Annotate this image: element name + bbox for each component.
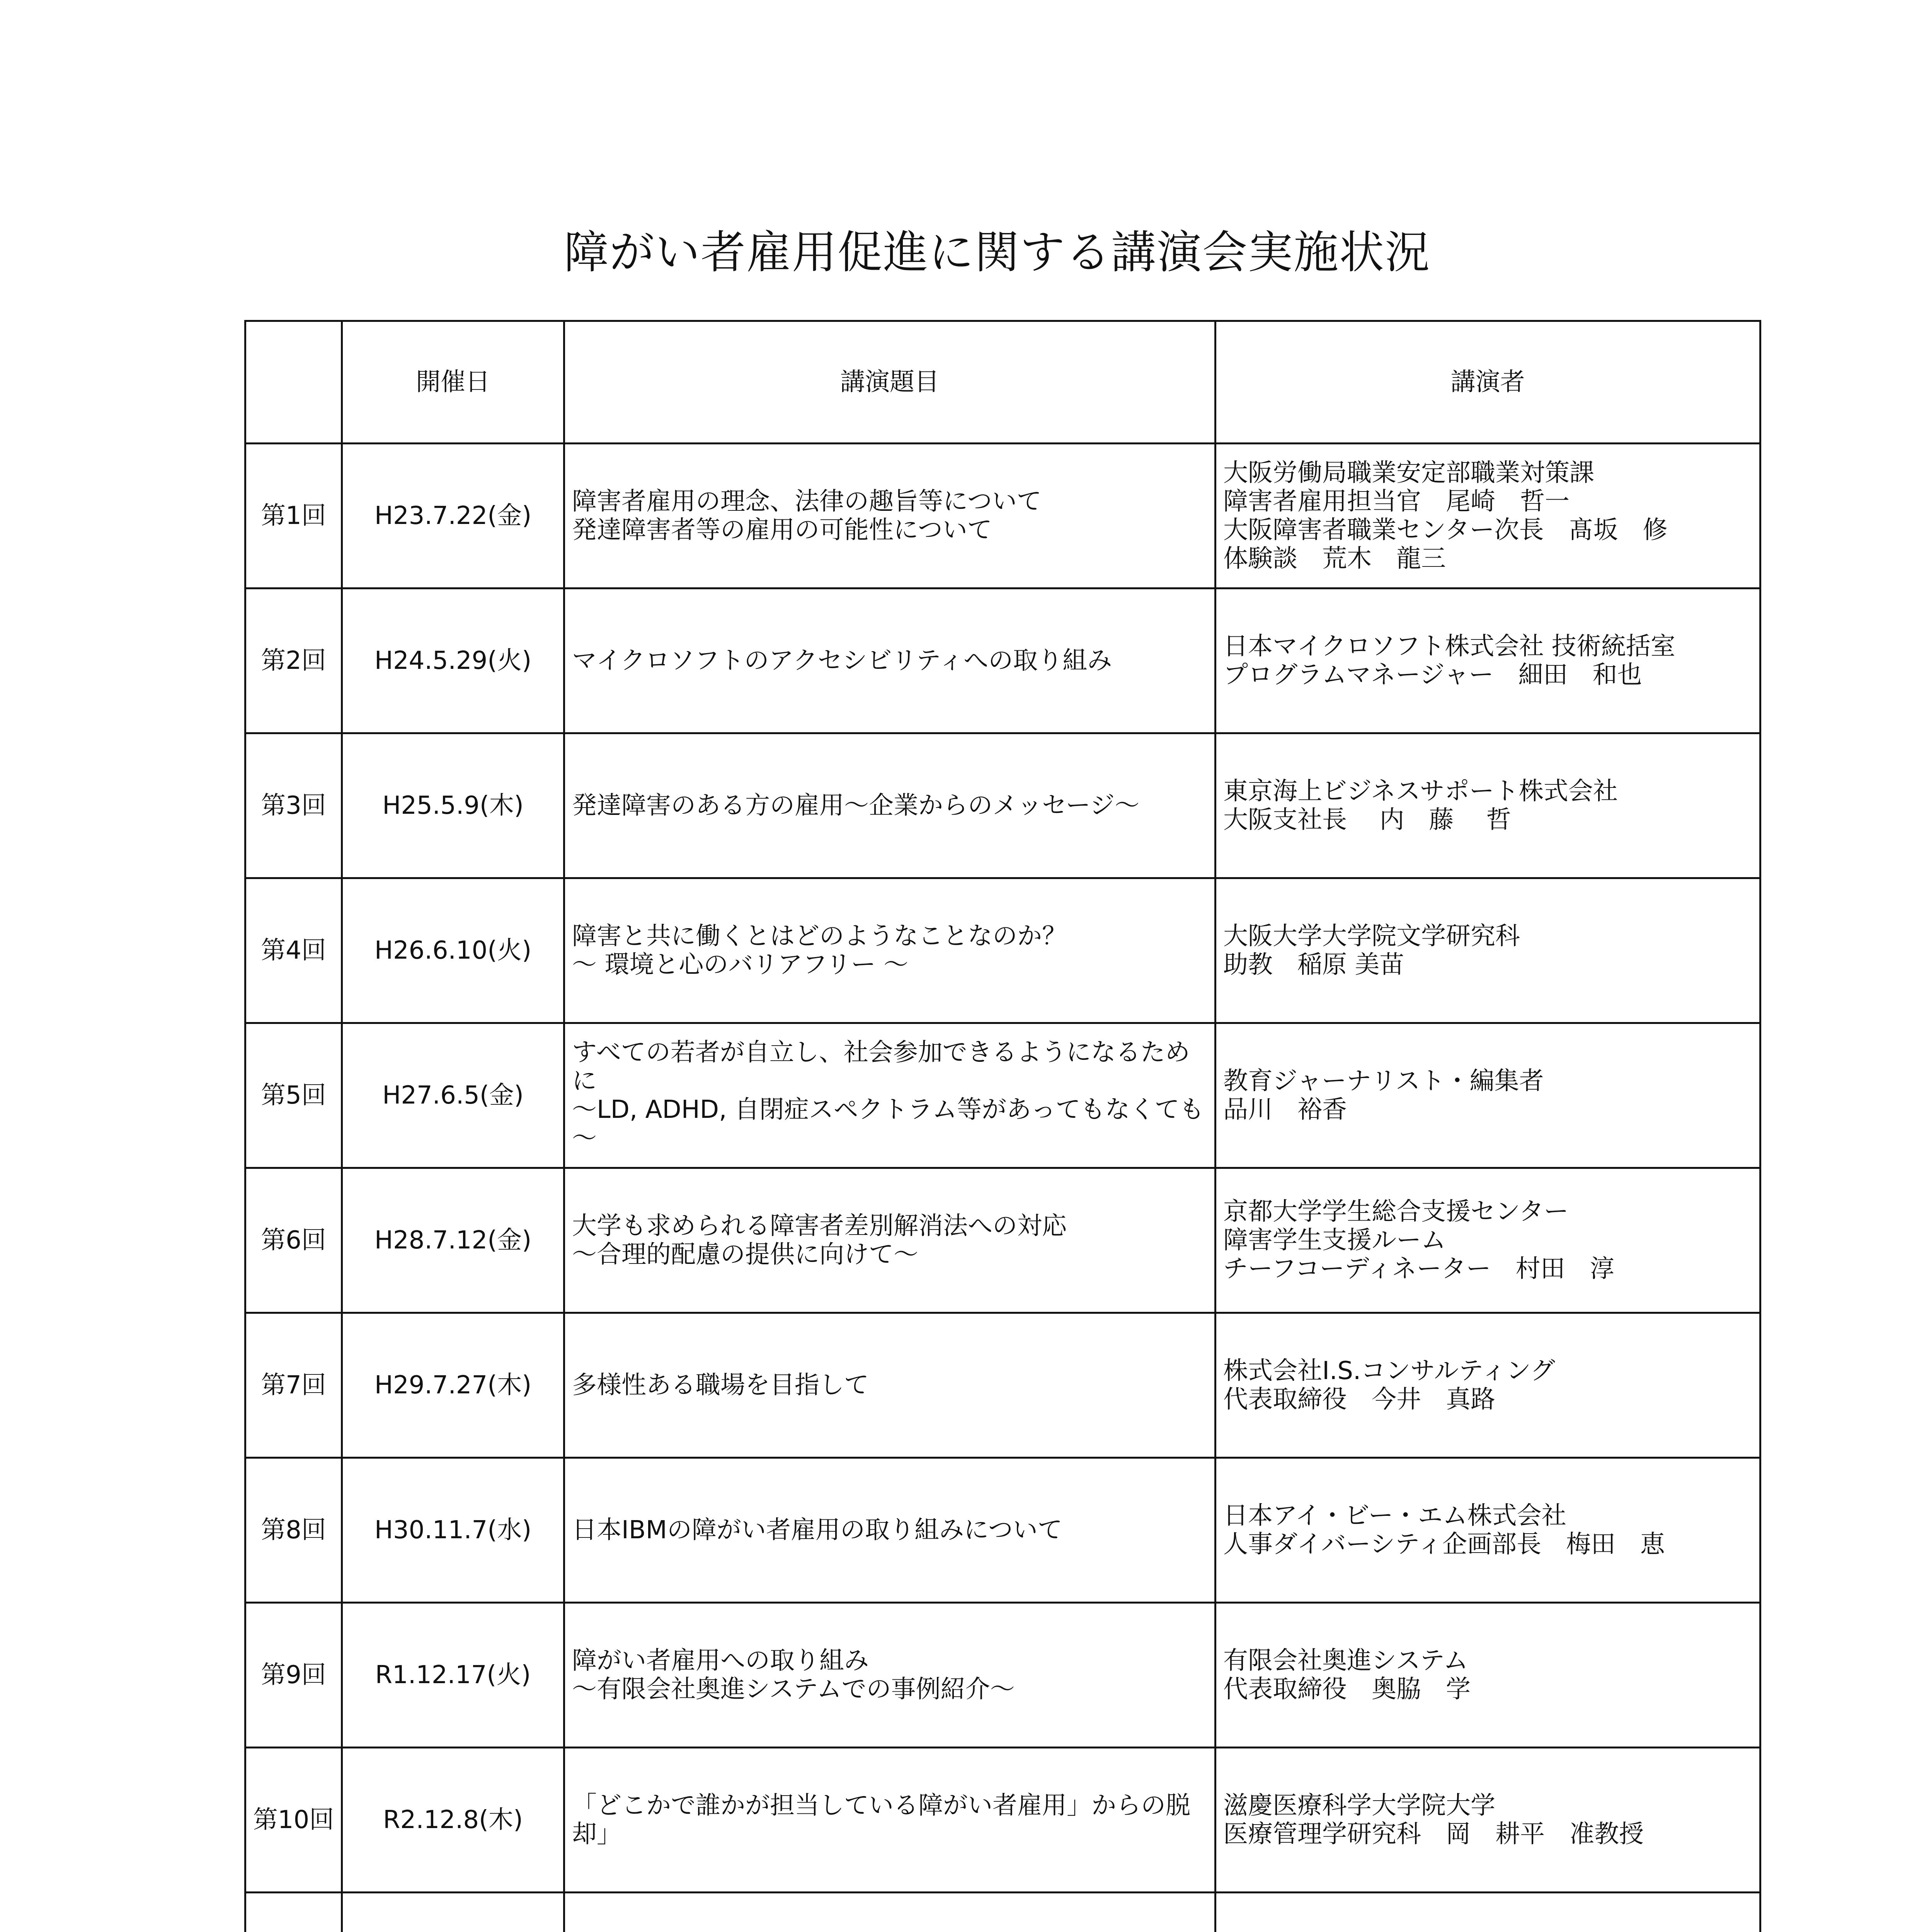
- session-speaker: [1216, 588, 1760, 733]
- session-date: H26.6.10(火): [342, 878, 564, 1023]
- table-row: [245, 1313, 1760, 1458]
- speaker-line: 代表取締役 今井 真路: [1223, 1385, 1495, 1414]
- speaker-line: 京都大学学生総合支援センター: [1223, 1197, 1569, 1226]
- topic-line: ～合理的配慮の提供に向けて～: [572, 1240, 918, 1269]
- session-number: 第3回: [245, 733, 342, 878]
- table-row: [245, 1023, 1760, 1168]
- session-speaker: [1216, 444, 1760, 588]
- session-speaker: [1216, 1748, 1760, 1893]
- session-topic: [564, 1313, 1216, 1458]
- speaker-line: 品川 裕香: [1223, 1095, 1347, 1124]
- session-topic: [564, 1168, 1216, 1313]
- speaker-line: 体験談 荒木 龍三: [1223, 544, 1446, 573]
- session-speaker: [1216, 878, 1760, 1023]
- speaker-line: 代表取締役 奥脇 学: [1223, 1675, 1471, 1704]
- session-topic: [564, 733, 1216, 878]
- topic-line: 多様性ある職場を目指して: [572, 1371, 869, 1400]
- topic-line: 「どこかで誰かが担当している障がい者雇用」からの脱却」: [572, 1791, 1190, 1849]
- speaker-line: チーフコーディネーター 村田 淳: [1223, 1255, 1615, 1284]
- session-topic: [564, 1458, 1216, 1603]
- table-header-row: [245, 321, 1760, 444]
- topic-line: ～LD, ADHD, 自閉症スペクトラム等があってもなくても～: [572, 1095, 1204, 1153]
- table-row: [245, 588, 1760, 733]
- speaker-line: 助教 稲原 美苗: [1223, 951, 1405, 979]
- topic-line: 大学も求められる障害者差別解消法への対応: [572, 1211, 1067, 1240]
- table-row: [245, 1603, 1760, 1748]
- session-date: H30.11.7(水): [342, 1458, 564, 1603]
- speaker-line: プログラムマネージャー 細田 和也: [1223, 661, 1642, 689]
- session-date: H27.6.5(金): [342, 1023, 564, 1168]
- topic-line: 日本IBMの障がい者雇用の取り組みについて: [572, 1515, 1062, 1544]
- session-number: 第10回: [245, 1748, 342, 1893]
- topic-line: ～ 環境と心のバリアフリー ～: [572, 951, 909, 979]
- session-topic: [564, 588, 1216, 733]
- session-date: H23.7.22(金): [342, 444, 564, 588]
- session-topic: [564, 1603, 1216, 1748]
- session-number: 第8回: [245, 1458, 342, 1603]
- session-topic: [564, 1893, 1216, 1932]
- speaker-line: 日本マイクロソフト株式会社 技術統括室: [1223, 632, 1675, 661]
- session-speaker: [1216, 733, 1760, 878]
- session-speaker: [1216, 1603, 1760, 1748]
- speaker-line: 日本アイ・ビー・エム株式会社: [1223, 1501, 1566, 1530]
- session-date: R1.12.17(火): [342, 1603, 564, 1748]
- session-number: 第9回: [245, 1603, 342, 1748]
- session-number: [245, 1893, 342, 1932]
- session-topic: [564, 1748, 1216, 1893]
- session-number: 第4回: [245, 878, 342, 1023]
- session-date: H24.5.29(火): [342, 588, 564, 733]
- table-row: [245, 1458, 1760, 1603]
- session-number: 第6回: [245, 1168, 342, 1313]
- topic-line: すべての若者が自立し、社会参加できるようになるために: [572, 1038, 1190, 1095]
- topic-line: ～有限会社奥進システムでの事例紹介～: [572, 1675, 1015, 1704]
- header-date: 開催日: [342, 321, 564, 444]
- speaker-line: 東京海上ビジネスサポート株式会社: [1223, 777, 1618, 806]
- session-speaker: [1216, 1023, 1760, 1168]
- header-speaker: 講演者: [1216, 321, 1760, 444]
- session-date: R2.12.8(木): [342, 1748, 564, 1893]
- speaker-line: 滋慶医療科学大学院大学: [1223, 1791, 1495, 1820]
- session-date: H25.5.9(木): [342, 733, 564, 878]
- speaker-line: 有限会社奥進システム: [1223, 1646, 1468, 1675]
- header-topic: 講演題目: [564, 321, 1216, 444]
- speaker-line: 人事ダイバーシティ企画部長 梅田 恵: [1223, 1530, 1665, 1559]
- speaker-line: 大阪大学大学院文学研究科: [1223, 922, 1520, 951]
- speaker-line: 障害者雇用担当官 尾崎 哲一: [1223, 487, 1570, 516]
- session-topic: [564, 1023, 1216, 1168]
- header-number: [245, 321, 342, 444]
- topic-line: 発達障害のある方の雇用～企業からのメッセージ～: [572, 791, 1140, 820]
- session-number: 第7回: [245, 1313, 342, 1458]
- session-topic: [564, 878, 1216, 1023]
- session-speaker: [1216, 1893, 1760, 1932]
- speaker-line: 大阪支社長 内 藤 哲: [1223, 806, 1511, 834]
- session-date: [342, 1893, 564, 1932]
- topic-line: 障害と共に働くとはどのようなことなのか？: [572, 922, 1067, 951]
- topic-line: 障害者雇用の理念、法律の趣旨等について: [572, 487, 1042, 516]
- session-speaker: [1216, 1168, 1760, 1313]
- topic-line: マイクロソフトのアクセシビリティへの取り組み: [572, 646, 1112, 675]
- table-row: [245, 444, 1760, 588]
- speaker-line: 医療管理学研究科 岡 耕平 准教授: [1223, 1820, 1644, 1849]
- session-speaker: [1216, 1313, 1760, 1458]
- session-number: 第2回: [245, 588, 342, 733]
- session-date: H28.7.12(金): [342, 1168, 564, 1313]
- table-row: [245, 1168, 1760, 1313]
- speaker-line: 教育ジャーナリスト・編集者: [1223, 1066, 1544, 1095]
- session-number: 第5回: [245, 1023, 342, 1168]
- topic-line: 発達障害者等の雇用の可能性について: [572, 516, 992, 544]
- speaker-line: 大阪障害者職業センター次長 髙坂 修: [1223, 516, 1668, 544]
- session-number: 第1回: [245, 444, 342, 588]
- lecture-table: [244, 320, 1761, 1932]
- session-date: H29.7.27(木): [342, 1313, 564, 1458]
- speaker-line: 障害学生支援ルーム: [1223, 1226, 1446, 1255]
- table-row: [245, 1748, 1760, 1893]
- session-speaker: [1216, 1458, 1760, 1603]
- session-topic: [564, 444, 1216, 588]
- speaker-line: 大阪労働局職業安定部職業対策課: [1223, 458, 1594, 487]
- page-title: 障がい者雇用促進に関する講演会実施状況: [564, 226, 1430, 279]
- table-row: [245, 1893, 1760, 1932]
- speaker-line: 株式会社I.S.コンサルティング: [1223, 1356, 1555, 1385]
- table-row: [245, 878, 1760, 1023]
- table-row: [245, 733, 1760, 878]
- topic-line: 障がい者雇用への取り組み: [572, 1646, 869, 1675]
